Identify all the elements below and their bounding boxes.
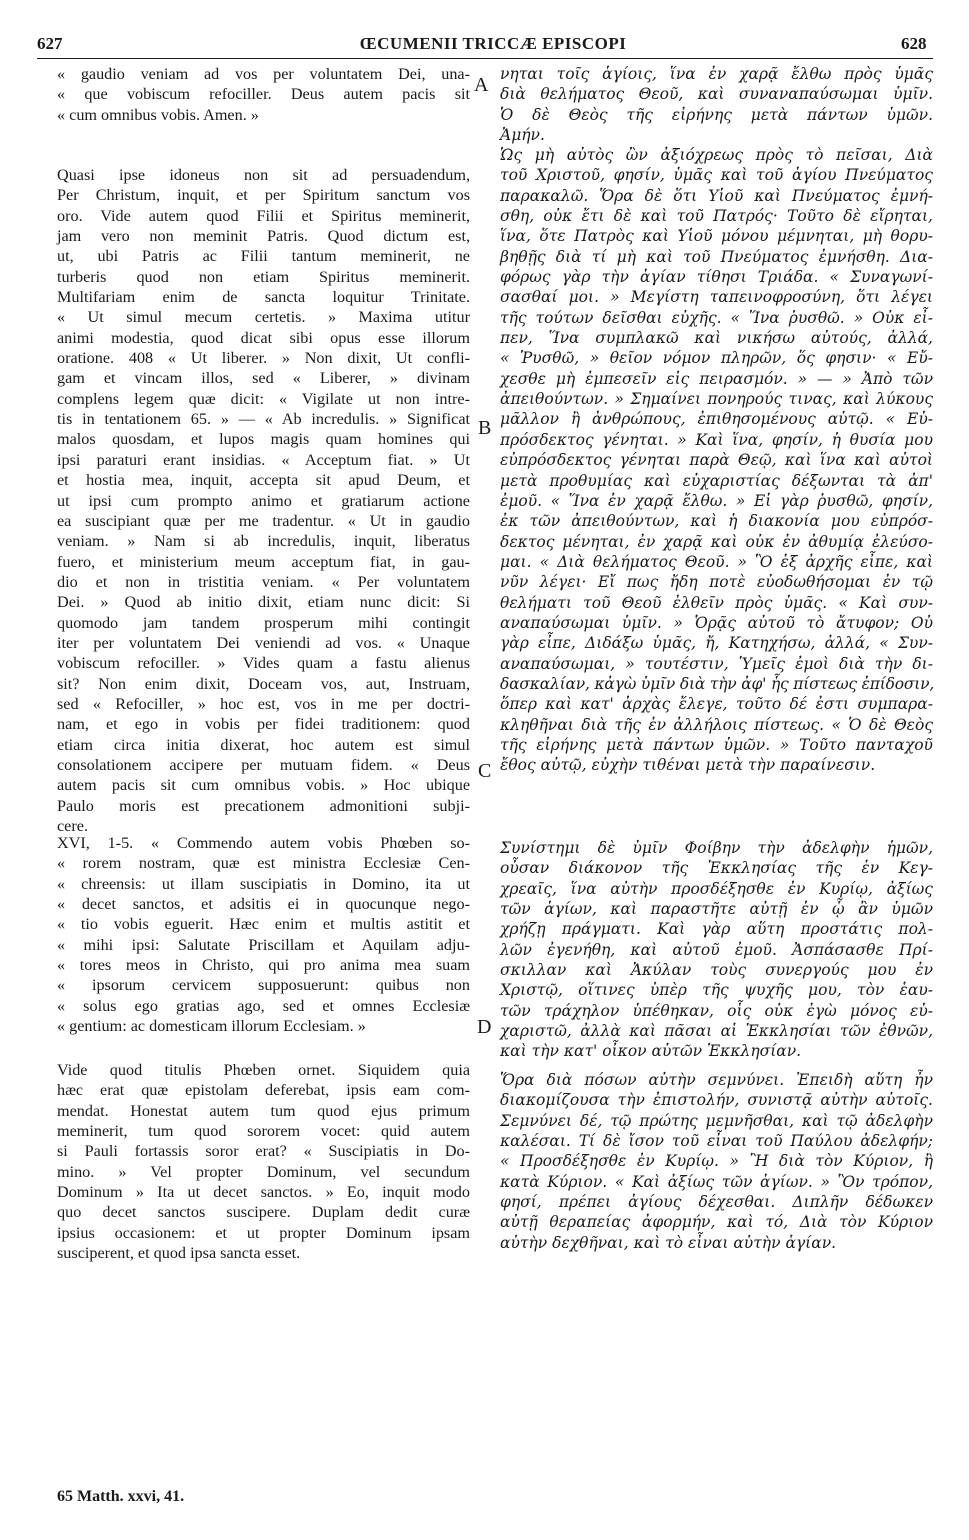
latin-block-4: [57, 1060, 470, 1263]
text-line: Συνίστημι δὲ ὑμῖν Φοίβην τὴν ἀδελφὴν ἡμῶν,: [500, 839, 933, 857]
text-line: Dei. » Quod ab initio dixit, etiam nunc dicit: Si: [57, 593, 470, 612]
text-line: θελήματι τοῦ Θεοῦ ἐλθεῖν πρὸς ὑμᾶς. « Καὶ συν-: [500, 593, 933, 612]
text-line: tis in tentationem 65. » — « Ab incredulis. » Significat: [57, 410, 470, 429]
text-line: φησί, πρέπει ἁγίους δέχεσθαι. Διπλῆν δέδωκεν: [500, 1193, 933, 1212]
text-line: καὶ τὴν κατ' οἶκον αὐτῶν Ἐκκλησίαν.: [500, 1042, 802, 1061]
text-line: mino. » Vel propter Dominum, vel secundum: [57, 1162, 470, 1181]
text-line: Ὅρα διὰ πόσων αὐτὴν σεμνύνει. Ἐπειδὴ αὕτη ἦν: [500, 1071, 933, 1089]
text-line: διὰ θελήματος Θεοῦ, καὶ συναναπαύσωμαι ὑμῖν.: [500, 85, 933, 104]
header-rule: [37, 58, 933, 59]
text-line: malos quosdam, et lupos magis quam homines qui: [57, 430, 470, 449]
text-line: νηται τοῖς ἁγίοις, ἵνα ἐν χαρᾷ ἔλθω πρὸς ὑμᾶς: [500, 65, 933, 83]
text-line: Multifariam enim de sancta loquitur Trinitate.: [57, 288, 470, 307]
text-line: Χριστῷ, οἵτινες ὑπὲρ τῆς ψυχῆς μου, τὸν ἑαυ-: [500, 981, 933, 1000]
text-line: si Pauli fortassis soror erat? « Suscipiatis in Do-: [57, 1142, 470, 1161]
text-line: nam, et ego in vobis per fidei traditionem: quod: [57, 715, 470, 734]
margin-marker-c: C: [478, 760, 492, 782]
greek-block-3: [500, 838, 933, 1062]
text-line: Ὁ δὲ Θεὸς τῆς εἰρήνης μετὰ πάντων ὑμῶν.: [500, 105, 933, 124]
text-line: τῶν τράχηλον ὑπέθηκαν, οἷς οὐκ ἐγὼ μόνος εὐ-: [500, 1001, 933, 1020]
text-line: μαι. « Διὰ θελήματος Θεοῦ. » Ὃ ἐξ ἀρχῆς εἶπε, καὶ: [500, 552, 933, 571]
text-line: αὐτὴν δεχθῆναι, καὶ τὸ εἶναι αὐτὴν ἁγίαν.: [500, 1233, 837, 1252]
text-line: οὖσαν διάκονον τῆς Ἐκκλησίας τῆς ἐν Κεγ-: [500, 859, 933, 878]
text-line: καλέσαι. Τί δὲ ἴσον τοῦ εἶναι τοῦ Παύλου ἀδελφήν;: [500, 1132, 933, 1151]
text-line: Ἀμήν.: [500, 126, 545, 145]
text-line: gam et vincam illos, sed « Liberer, » divinam: [57, 369, 470, 388]
text-line: μᾶλλον ἢ ἀνθρώπους, ἐπιθησομένους αὐτῷ. « Εὐ-: [500, 410, 933, 429]
text-line: Per Christum, inquit, et per Spiritum sanctum vos: [57, 186, 470, 205]
latin-block-3: [57, 833, 470, 1036]
text-line: fuero, et ministerium meum acceptum fiat, in gau-: [57, 552, 470, 571]
text-line: τῶν ἁγίων, καὶ παραστῆτε αὐτῇ ἐν ᾧ ἂν ὑμῶν: [500, 900, 933, 919]
text-line: meminerit, tum quod sororem vocet: quid autem: [57, 1122, 470, 1141]
text-line: ut, ubi Patris ac Filii tantum meminerit, ne: [57, 247, 470, 266]
text-line: XVI, 1-5. « Commendo autem vobis Phœben so-: [57, 834, 470, 852]
text-line: βηθῇς διὰ τί μὴ καὶ τοῦ Πνεύματος ἐμνήσθη. Δια-: [500, 247, 933, 266]
text-line: Σεμνύνει δέ, τῷ πρώτης μεμνῆσθαι, καὶ τῷ ἀδελφὴν: [500, 1111, 933, 1130]
text-line: σασθαί μοι. » Μεγίστη ταπεινοφροσύνη, ὅτι λέγει: [500, 288, 933, 307]
text-line: πρόσδεκτος γένηται. » Καὶ ἵνα, φησίν, ἡ θυσία μου: [500, 430, 933, 449]
text-line: sed « Refociller, » hoc est, vos in me per doctri-: [57, 694, 470, 713]
text-line: τῆς τούτων δεῖσθαι εὐχῆς. « Ἵνα ῥυσθῶ. » Οὐκ εἶ-: [500, 308, 933, 327]
text-line: turberis quod non etiam Spiritus meminerit.: [57, 267, 470, 286]
text-line: γὰρ εἶπε, Διδάξω ὑμᾶς, ἤ, Κατηχήσω, ἀλλά, « Συν-: [500, 634, 933, 653]
text-line: « Ut simul mecum certetis. » Maxima utitur: [57, 308, 470, 327]
text-line: « tores meos in Christo, qui pro anima mea suam: [57, 956, 470, 975]
text-line: consolationem accipere per mutuam fidem. « Deus: [57, 755, 470, 774]
running-title: ŒCUMENII TRICCÆ EPISCOPI: [359, 34, 627, 53]
text-line: « mihi ipsi: Salutate Priscillam et Aquilam adju-: [57, 935, 470, 954]
text-line: sit? Non enim dixit, Doceam vos, aut, Instruam,: [57, 674, 470, 693]
text-line: λῶν ἐγενήθη, καὶ αὐτοῦ ἐμοῦ. Ἀσπάσασθε Πρί-: [500, 940, 933, 959]
text-line: quo decet sanctos suscipere. Duplam dedit curæ: [57, 1203, 470, 1222]
text-line: oro. Vide autem quod Filii et Spiritus meminerit,: [57, 206, 470, 225]
text-line: etiam circa initia dixerat, hoc autem est simul: [57, 735, 470, 754]
text-line: Vide quod titulis Phœben ornet. Siquidem quia: [57, 1061, 470, 1079]
text-line: iter per voluntatem Dei veniendi ad vos. « Unaque: [57, 633, 470, 652]
text-line: ea suscipiant quæ per me tradentur. « Ut in gaudio: [57, 511, 470, 530]
text-line: « Προσδέξησθε ἐν Κυρίῳ. » Ἢ διὰ τὸν Κύριον, ἢ: [500, 1152, 933, 1171]
text-line: χρεαῖς, ἵνα αὐτὴν προσδέξησθε ἐν Κυρίῳ, ἀξίως: [500, 879, 933, 898]
text-line: ἔθος αὐτῷ, εὐχὴν τιθέναι μετὰ τὴν παραίνεσιν.: [500, 756, 876, 775]
text-line: cere.: [57, 817, 88, 835]
text-line: ipsius occasionem: et ut propter Dominum ipsam: [57, 1223, 470, 1242]
text-line: Quasi ipse idoneus non sit ad persuadendum,: [57, 166, 470, 184]
page-number-right: 628: [901, 34, 927, 53]
text-line: φόρως γὰρ τὴν ἁγίαν τίθησι Τριάδα. « Συναγωνί-: [500, 268, 933, 287]
text-line: « Ῥυσθῶ, » θεῖον νόμον πληρῶν, ὅς φησιν· « Εὔ-: [500, 349, 933, 368]
text-line: oratione. 408 « Ut liberer. » Non dixit, Ut confli-: [57, 349, 470, 368]
text-line: quomodo jam tandem prosperum mihi contingit: [57, 613, 470, 632]
text-line: ἐμοῦ. « Ἵνα ἐν χαρᾷ ἔλθω. » Εἰ γὰρ ῥυσθῶ, φησίν,: [500, 491, 933, 510]
greek-block-4: [500, 1070, 933, 1253]
text-line: ὅπερ καὶ κατ' ἀρχὰς ἔλεγε, τοῦτο δέ ἐστι συμπαρα-: [500, 695, 933, 714]
text-line: ipsi paraturi erant insidias. « Acceptum fiat. » Ut: [57, 450, 470, 469]
text-line: « ipsorum cervicem supposuerunt: quibus non: [57, 976, 470, 995]
text-line: διακομίζουσα τὴν ἐπιστολήν, συνιστᾷ αὐτὴν αὐτοῖς.: [500, 1091, 933, 1110]
text-line: Dominum » Ita ut decet sanctos. » Eo, inquit modo: [57, 1183, 470, 1202]
text-line: jam vero non meminit Patris. Quod dictum est,: [57, 227, 470, 246]
text-line: ἀπειθούντων. » Σημαίνει πονηρούς τινας, καὶ λύκους: [500, 390, 933, 409]
latin-block-1: [57, 64, 470, 125]
text-line: εὐπρόσδεκτος γένηται παρὰ Θεῷ, καὶ ἵνα καὶ αὐτοὶ: [500, 451, 933, 470]
text-line: τοῦ Χριστοῦ, φησίν, ὑμᾶς καὶ τοῦ ἁγίου Πνεύματος: [500, 166, 933, 185]
text-line: ut ipsi cum prompto animo et gratiarum actione: [57, 491, 470, 510]
text-line: « solus ego gratias ago, sed et omnes Ecclesiæ: [57, 996, 470, 1015]
text-line: « decet sanctos, et adsitis ei in quocunque nego-: [57, 895, 470, 914]
text-line: autem pacis sit cum omnibus vobis. » Hoc ubique: [57, 776, 470, 795]
text-line: κληθῆναι διὰ τῆς ἐν ἀλλήλοις πίστεως. « Ὁ δὲ Θεὸς: [500, 715, 933, 734]
greek-block-1: [500, 64, 933, 145]
text-line: αναπαύσωμαι, » τουτέστιν, Ὑμεῖς ἐμοὶ διὰ τὴν δι-: [500, 654, 933, 673]
text-line: κατὰ Κύριον. « Καὶ ἀξίως τῶν ἁγίων. » Ὃν τρόπον,: [500, 1172, 933, 1191]
text-line: veniam. » Nam si ab incredulis, inquit, liberatus: [57, 532, 470, 551]
text-line: animi modestia, quod dicat sibi opus esse illorum: [57, 328, 470, 347]
text-line: δασκαλίαν, κἀγὼ ὑμῖν διὰ τὴν ἀφ' ἧς πίστεως ἐπίδοσιν,: [500, 674, 935, 693]
text-line: mendat. Honestat autem tum quod ejus primum: [57, 1101, 470, 1120]
text-line: susciperent, et quod ipsa sancta esset.: [57, 1244, 301, 1263]
text-line: ἵνα, ὅτε Πατρὸς καὶ Υἱοῦ μόνου μέμνηται, μὴ θορυ-: [500, 227, 933, 246]
text-line: παρακαλῶ. Ὅρα δὲ ὅτι Υἱοῦ καὶ Πνεύματος ἐμνή-: [500, 186, 933, 205]
text-line: πεν, Ἵνα συμπλακῶ καὶ νικήσω αὐτούς, ἀλλά,: [500, 329, 933, 348]
text-line: ἐκ τῶν ἀπειθούντων, καὶ ἡ διακονία μου εὐπρόσ-: [500, 512, 933, 531]
footnote: 65 Matth. xxvi, 41.: [57, 1488, 185, 1505]
text-line: vobiscum refociller. » Vides quam a fastu alienus: [57, 654, 470, 673]
text-line: Paulo moris est precationem admonitioni subji-: [57, 796, 470, 815]
page-number-left: 627: [37, 34, 63, 53]
margin-marker-a: A: [474, 74, 489, 96]
text-line: « que vobiscum refociller. Deus autem pacis sit: [57, 85, 470, 104]
text-line: σθη, οὐκ ἔτι δὲ καὶ τοῦ Πατρός· Τοῦτο δὲ εἴρηται,: [500, 207, 933, 226]
text-line: « gaudio veniam ad vos per voluntatem Dei, una-: [57, 65, 470, 83]
text-line: σκιλλαν καὶ Ἀκύλαν τοὺς συνεργούς μου ἐν: [500, 961, 933, 980]
text-line: dio et non in tristitia veniam. « Per voluntatem: [57, 572, 470, 591]
text-line: αὐτῇ θεραπείας ἀφορμήν, καὶ τό, Διὰ τὸν Κύριον: [500, 1213, 933, 1232]
text-line: δεκτος μένηται, ἐν χαρᾷ καὶ οὐκ ἐν ἀθυμίᾳ ἐλεύσο-: [500, 532, 933, 551]
text-line: hæc erat quæ epistolam deferebat, ipsis eam com-: [57, 1081, 470, 1100]
text-line: μετὰ προθυμίας καὶ εὐχαριστίας δέξωνται τὰ ἀπ': [500, 471, 933, 490]
text-line: complens legem quæ dicit: « Vigilate ut non intre-: [57, 389, 470, 408]
text-line: τῆς εἰρήνης μετὰ πάντων ὑμῶν. » Τοῦτο πανταχοῦ: [500, 735, 933, 754]
text-line: « rorem nostram, quæ est ministra Ecclesiæ Cen-: [57, 854, 470, 873]
text-line: « gentium: ac domesticam illorum Ecclesiam. »: [57, 1017, 366, 1036]
text-line: χαριστῶ, ἀλλὰ καὶ πᾶσαι αἱ Ἐκκλησίαι τῶν ἐθνῶν,: [500, 1022, 933, 1041]
text-line: « cum omnibus vobis. Amen. »: [57, 105, 259, 124]
latin-block-2: [57, 165, 470, 836]
text-line: χρήζῃ πράγματι. Καὶ γὰρ αὕτη προστάτις πολ-: [500, 920, 933, 939]
margin-marker-d: D: [477, 1016, 492, 1038]
greek-block-2: [500, 145, 933, 776]
text-line: αναπαύσωμαι ὑμῖν. » Ὁρᾷς αὐτοῦ τὸ ἄτυφον; Οὐ: [500, 613, 933, 632]
text-line: « tio vobis eguerit. Hæc enim et multis astitit et: [57, 915, 470, 934]
text-line: Ὡς μὴ αὐτὸς ὢν ἀξιόχρεως πρὸς τὸ πεῖσαι, Διὰ: [500, 146, 933, 164]
text-line: νῦν λέγει· Εἴ πως ἤδη ποτὲ εὐοδωθήσομαι ἐν τῷ: [500, 573, 933, 592]
margin-marker-b: B: [478, 417, 492, 439]
text-line: χεσθε μὴ ἐμπεσεῖν εἰς πειρασμόν. » — » Ἀπὸ τῶν: [500, 369, 933, 388]
text-line: et hostia mea, inquit, accepta sit apud Deum, et: [57, 471, 470, 490]
text-line: « chreensis: ut illam suscipiatis in Domino, ita ut: [57, 874, 470, 893]
